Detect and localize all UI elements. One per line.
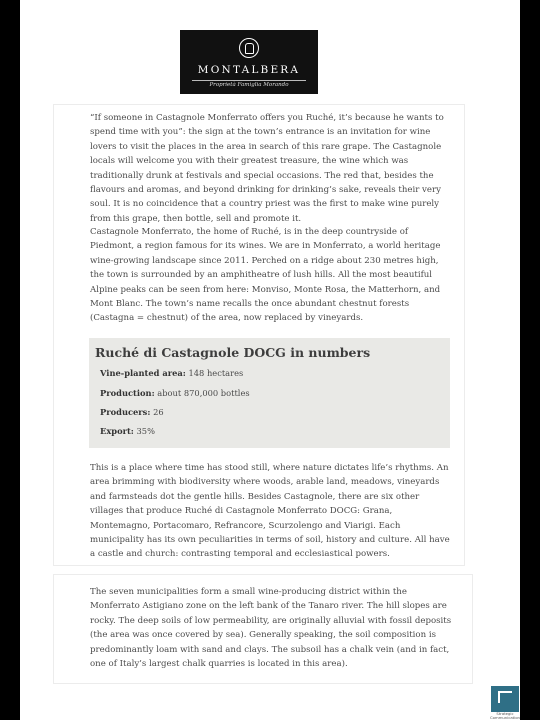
- montalbera-logo: [180, 30, 318, 94]
- stat-production: [100, 388, 250, 398]
- stat-label: Vine-planted area:: [100, 368, 186, 378]
- brand-name: MONTALBERA: [197, 64, 301, 76]
- numbers-box-title: Ruché di Castagnole DOCG in numbers: [95, 345, 371, 360]
- stat-producers: [100, 407, 164, 417]
- villages-paragraph: This is a place where time has stood still, where nature dictates life’s rhythms. An area brimming with biodiversity where woods, arable land, meadows, vineyards and farmsteads dot the gentle hills. Besides Castagnole, there are six other villages that produce Ruché di Castagnole Monferrato DOCG: Grana, Montemagno, Portacomaro, Refrancore, Scurzolengo and Viarigi. Each municipality has its own peculiarities in terms of soil, history and culture. All have a castle and church: contrasting temporal and ecclesiastical powers.: [90, 463, 450, 560]
- intro-paragraph-2: Castagnole Monferrato, the home of Ruché, is in the deep countryside of Piedmont, a region famous for its wines. We are in Monferrato, a world heritage wine-growing landscape since 2011. Perched on a ridge about 230 metres high, the town is surrounded by an amphitheatre of lush hills. All the most beautiful Alpine peaks can be seen from here: Monviso, Monte Rosa, the Matterhorn, and Mont Blanc. The town’s name recalls the once abundant chestnut forests (Castagna = chestnut) of the area, now replaced by vineyards.: [90, 227, 441, 324]
- stat-export: [100, 426, 155, 436]
- corner-brand-text: Strategic Communication: [490, 711, 520, 720]
- logo-divider: [192, 80, 306, 81]
- stat-value: about 870,000 bottles: [157, 388, 250, 398]
- numbers-box: [89, 338, 450, 448]
- stat-label: Producers:: [100, 407, 151, 417]
- soil-paragraph: The seven municipalities form a small wine-producing district within the Monferrato Astigiano zone on the left bank of the Tanaro river. The hill slopes are rocky. The deep soils of low permeability, are originally alluvial with fossil deposits (the area was once covered by sea). Generally speaking, the soil composition is predominantly loam with sand and clays. The subsoil has a chalk vein (and in fact, one of Italy’s largest chalk quarries is located in this area).: [90, 587, 452, 670]
- stat-vine-area: [100, 368, 243, 378]
- corner-brand-icon: [491, 686, 519, 712]
- crest-icon: [239, 38, 259, 58]
- stat-value: 148 hectares: [188, 368, 244, 378]
- stat-label: Export:: [100, 426, 134, 436]
- brand-tagline: Proprietà Famiglia Morando: [209, 82, 289, 88]
- stat-label: Production:: [100, 388, 155, 398]
- intro-paragraph-1: “If someone in Castagnole Monferrato offers you Ruché, it’s because he wants to spend time with you”: the sign at the town’s entrance is an invitation for wine lovers to visit the places in the area in search of this rare grape. The Castagnole locals will welcome you with their greatest treasure, the wine which was traditionally drunk at festivals and special occasions. The red that, besides the flavours and aromas, and beyond drinking for drinking’s sake, reveals their very soul. It is no coincidence that a country priest was the first to make wine purely from this grape, then bottle, sell and promote it.: [90, 113, 444, 224]
- stat-value: 35%: [136, 426, 155, 436]
- stat-value: 26: [153, 407, 164, 417]
